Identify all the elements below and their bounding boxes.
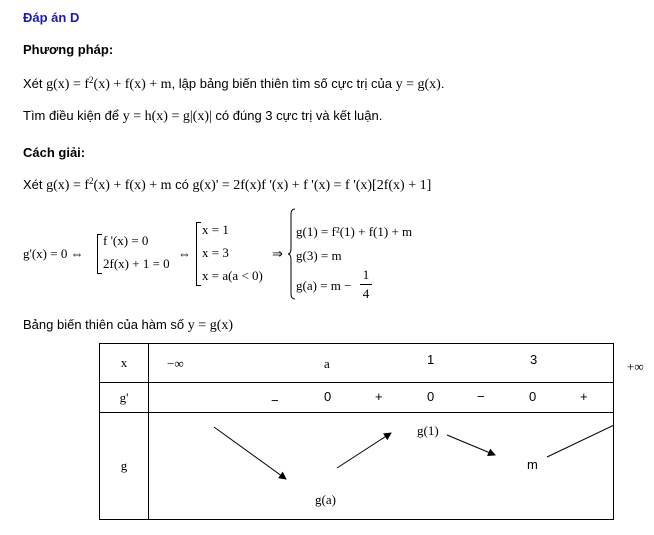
system-bracket-1	[97, 234, 102, 274]
arrow-up-2	[547, 417, 613, 457]
row-gp-label: g'	[119, 389, 129, 405]
gp-sign: −	[477, 389, 485, 404]
system-root-3: x = a(a < 0)	[202, 268, 263, 283]
gp-sign: +	[580, 389, 588, 404]
fraction-denominator: 4	[362, 286, 370, 301]
system-bracket-2	[196, 222, 201, 286]
method-line-1-suffix: .	[440, 76, 445, 91]
row-x-label-cell	[100, 344, 149, 383]
x-value: 3	[530, 352, 538, 367]
answer-title: Đáp án D	[23, 10, 80, 25]
method-line-1-prefix: Xét	[23, 76, 43, 91]
gp-sign: +	[375, 389, 383, 404]
row-x-values	[149, 344, 644, 383]
solution-formula-derivative: g(x)' = 2f(x)f '(x) + f '(x) = f '(x)[2f(x) + 1]	[192, 178, 432, 193]
method-line-2	[23, 108, 382, 125]
system-arrow-2: ⇒	[272, 246, 283, 261]
arrow-up-1	[337, 433, 391, 468]
system-value-2: g(3) = m	[296, 248, 342, 263]
system-lhs: g'(x) = 0 ⇔	[23, 246, 84, 261]
row-gp-label-cell	[100, 383, 149, 413]
variation-arrows	[149, 413, 613, 519]
solution-line-1-middle: có	[175, 177, 189, 192]
method-formula-y: y = g(x)	[395, 77, 441, 92]
table-caption	[23, 317, 233, 334]
arrow-down-2	[447, 435, 495, 455]
method-formula-g: $g(x) = f^2(x) + f(x) + m$	[46, 75, 172, 92]
method-formula-h: y = h(x) = g|(x)|	[122, 109, 212, 124]
row-gp-values	[149, 383, 614, 413]
system-eq-1: f '(x) = 0	[103, 233, 149, 248]
row-g-label-cell	[100, 413, 149, 520]
method-heading: Phương pháp:	[23, 42, 114, 57]
arrow-down-1	[214, 427, 286, 479]
method-line-2-suffix: có đúng 3 cực trị và kết luận.	[215, 108, 383, 123]
g-value-min: m	[527, 457, 538, 472]
x-value: a	[324, 356, 330, 371]
system-value-3: g(a) = m −	[296, 278, 352, 293]
system-root-2: x = 3	[202, 245, 229, 260]
system-eq-2: 2f(x) + 1 = 0	[103, 256, 170, 271]
solution-line-1	[23, 177, 431, 194]
row-g-values	[149, 413, 614, 520]
system-root-1: x = 1	[202, 222, 229, 237]
gp-value: 0	[324, 389, 332, 404]
fraction-numerator: 1	[362, 267, 370, 282]
row-g-label: g	[120, 458, 128, 473]
g-value-min-a: g(a)	[315, 492, 336, 507]
table-caption-formula: y = g(x)	[187, 318, 234, 333]
solution-line-1-prefix: Xét	[23, 177, 43, 192]
gp-value: 0	[427, 389, 435, 404]
fraction-bar	[360, 284, 372, 285]
method-line-2-prefix: Tìm điều kiện để	[23, 108, 120, 123]
method-line-1	[23, 76, 444, 93]
system-value-1: g(1) = f²(1) + f(1) + m	[296, 224, 413, 239]
variation-table	[99, 343, 644, 520]
gp-sign: −	[271, 393, 279, 408]
x-value: −∞	[167, 356, 184, 371]
gp-value: 0	[529, 389, 537, 404]
solution-formula-g: $g(x) = f^2(x) + f(x) + m$	[46, 176, 172, 193]
g-value-max: g(1)	[417, 423, 439, 438]
table-caption-text: Bảng biến thiên của hàm số	[23, 317, 185, 332]
x-value: 1	[427, 352, 435, 367]
row-x-label: x	[120, 355, 128, 370]
x-value: +∞	[627, 359, 644, 374]
method-line-1-middle: , lập bảng biến thiên tìm số cực trị của	[171, 76, 392, 91]
system-arrow-1: ⇔	[178, 246, 191, 261]
solution-heading: Cách giải:	[23, 145, 86, 160]
